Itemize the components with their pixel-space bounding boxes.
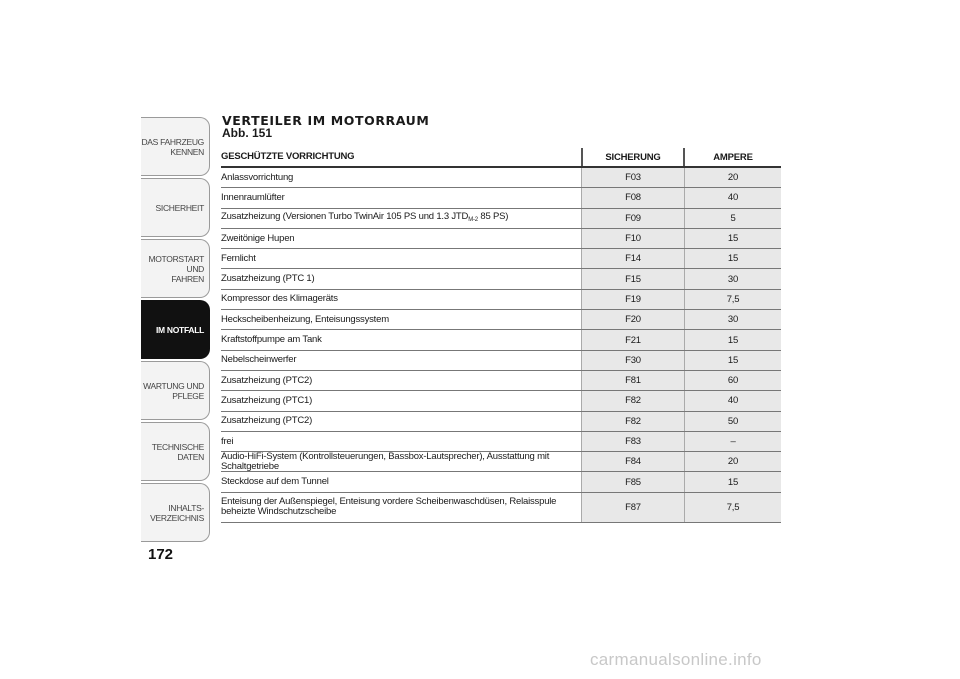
table-header <box>221 148 781 168</box>
cell-device: Zusatzheizung (PTC2) <box>221 415 313 427</box>
cell-ampere: 15 <box>685 249 781 268</box>
table-row <box>221 330 781 350</box>
cell-device <box>221 212 581 225</box>
cell-fuse: F15 <box>581 269 685 288</box>
cell-ampere: 30 <box>685 269 781 288</box>
cell-fuse: F03 <box>581 168 685 187</box>
cell-device: Zweitönige Hupen <box>221 232 295 244</box>
figure-reference: Abb. 151 <box>222 126 273 140</box>
cell-device: Anlassvorrichtung <box>221 171 294 183</box>
tab-technische-daten[interactable]: TECHNISCHE DATEN <box>141 422 210 481</box>
cell-ampere: 30 <box>685 310 781 329</box>
cell-fuse: F84 <box>581 452 685 471</box>
table-row <box>221 269 781 289</box>
cell-device-subscript: M-2 <box>468 216 478 223</box>
cell-device: Steckdose auf dem Tunnel <box>221 476 329 488</box>
table-row <box>221 391 781 411</box>
cell-ampere: 50 <box>685 412 781 431</box>
cell-ampere: – <box>685 432 781 451</box>
cell-fuse: F19 <box>581 290 685 309</box>
cell-ampere: 15 <box>685 229 781 248</box>
table-row <box>221 472 781 492</box>
table-row <box>221 209 781 229</box>
table-row <box>221 290 781 310</box>
cell-fuse: F14 <box>581 249 685 268</box>
cell-fuse: F20 <box>581 310 685 329</box>
cell-device: Kompressor des Klimageräts <box>221 293 338 305</box>
cell-fuse: F87 <box>581 493 685 522</box>
table-row <box>221 168 781 188</box>
cell-ampere: 15 <box>685 351 781 370</box>
table-row <box>221 452 781 472</box>
tab-im-notfall[interactable]: IM NOTFALL <box>141 300 210 359</box>
cell-device: frei <box>221 435 234 447</box>
cell-fuse: F09 <box>581 209 685 228</box>
table-row <box>221 310 781 330</box>
cell-ampere: 5 <box>685 209 781 228</box>
cell-device: Zusatzheizung (PTC2) <box>221 374 313 386</box>
header-fuse: SICHERUNG <box>581 148 685 166</box>
header-ampere: AMPERE <box>713 151 753 163</box>
cell-ampere: 20 <box>685 452 781 471</box>
cell-device: Kraftstoffpumpe am Tank <box>221 334 322 346</box>
table-row <box>221 412 781 432</box>
cell-device-text: Zusatzheizung (Versionen Turbo TwinAir 105 PS und 1.3 JTD <box>221 210 469 222</box>
cell-device-text-end: 85 PS) <box>477 210 509 222</box>
cell-fuse: F82 <box>581 412 685 431</box>
cell-ampere: 15 <box>685 330 781 349</box>
cell-fuse: F85 <box>581 472 685 491</box>
cell-device: Heckscheibenheizung, Enteisungssystem <box>221 313 389 325</box>
tab-motorstart-und-fahren[interactable]: MOTORSTART UND FAHREN <box>141 239 210 298</box>
table-row <box>221 351 781 371</box>
section-title: VERTEILER IM MOTORRAUM <box>222 113 430 128</box>
cell-fuse: F21 <box>581 330 685 349</box>
tab-inhaltsverzeichnis[interactable]: INHALTS- VERZEICHNIS <box>141 483 210 542</box>
tab-das-fahrzeug-kennen[interactable]: DAS FAHRZEUG KENNEN <box>141 117 210 176</box>
cell-ampere: 40 <box>685 188 781 207</box>
cell-ampere: 60 <box>685 371 781 390</box>
tab-sicherheit[interactable]: SICHERHEIT <box>141 178 210 237</box>
cell-fuse: F30 <box>581 351 685 370</box>
table-row <box>221 493 781 523</box>
cell-fuse: F83 <box>581 432 685 451</box>
table-row <box>221 249 781 269</box>
cell-fuse: F81 <box>581 371 685 390</box>
cell-fuse: F82 <box>581 391 685 410</box>
cell-device: Zusatzheizung (PTC 1) <box>221 273 315 285</box>
cell-device: Enteisung der Außenspiegel, Enteisung vordere Scheibenwaschdüsen, Relaisspule beheizte Windschutzscheibe <box>221 496 557 518</box>
cell-device: Audio-HiFi-System (Kontrollsteuerungen, Bassbox-Lautsprecher), Ausstattung mit Schaltgetriebe <box>221 450 550 472</box>
section-heading <box>222 114 429 140</box>
tab-wartung-und-pflege[interactable]: WARTUNG UND PFLEGE <box>141 361 210 420</box>
cell-device: Nebelscheinwerfer <box>221 354 297 366</box>
cell-fuse: F10 <box>581 229 685 248</box>
table-row <box>221 188 781 208</box>
cell-device: Fernlicht <box>221 252 256 264</box>
cell-ampere: 40 <box>685 391 781 410</box>
table-row <box>221 229 781 249</box>
cell-device: Zusatzheizung (PTC1) <box>221 394 313 406</box>
page-number: 172 <box>148 546 174 563</box>
cell-ampere: 20 <box>685 168 781 187</box>
cell-device: Innenraumlüfter <box>221 191 285 203</box>
watermark: carmanualsonline.info <box>590 650 762 669</box>
cell-ampere: 7,5 <box>685 493 781 522</box>
cell-ampere: 15 <box>685 472 781 491</box>
header-device: GESCHÜTZTE VORRICHTUNG <box>221 151 355 162</box>
cell-fuse: F08 <box>581 188 685 207</box>
table-row <box>221 371 781 391</box>
fuse-table <box>221 148 781 523</box>
table-row <box>221 432 781 452</box>
cell-ampere: 7,5 <box>685 290 781 309</box>
